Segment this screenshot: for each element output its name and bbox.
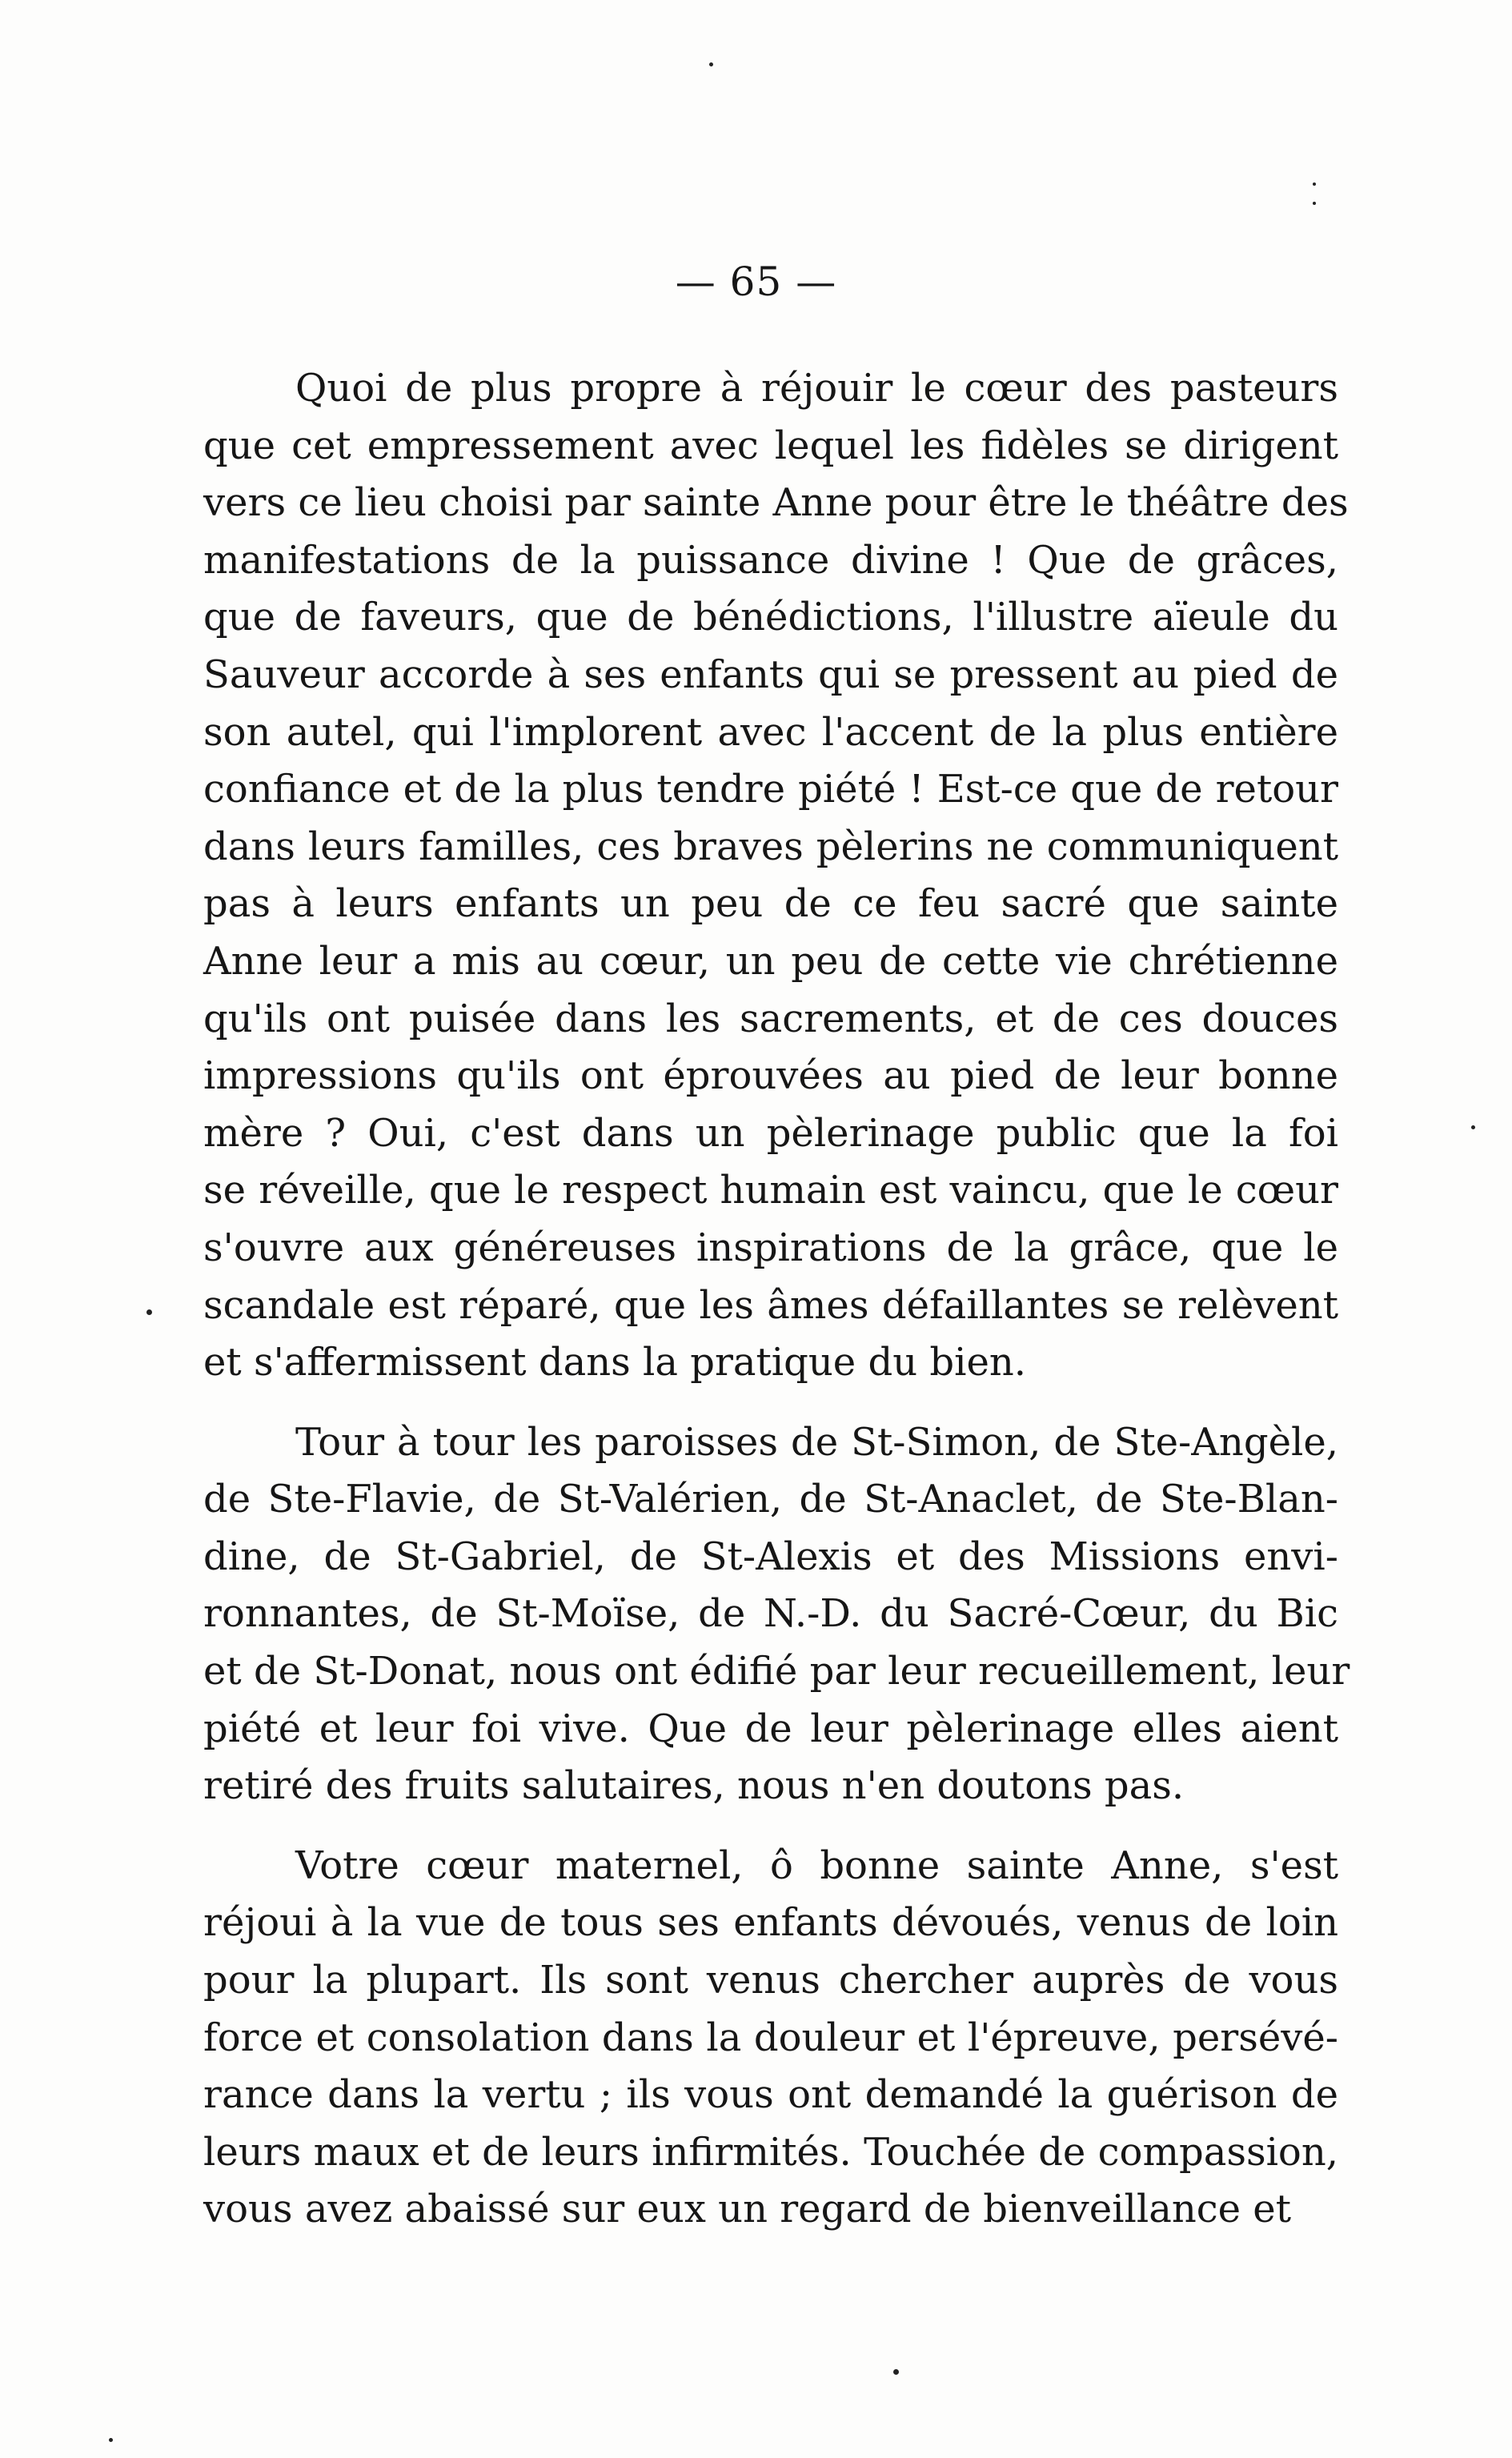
text-line: que de faveurs, que de bénédictions, l'illustre aïeule du <box>203 595 1338 640</box>
text-line: Tour à tour les paroisses de St-Simon, de Ste-Angèle, <box>295 1419 1338 1465</box>
page-number: — 65 — <box>675 259 837 305</box>
text-line: vous avez abaissé sur eux un regard de bienveillance et <box>203 2187 1291 2232</box>
text-line: dans leurs familles, ces braves pèlerins ne communiquent <box>203 824 1338 869</box>
body-text <box>203 360 1350 2239</box>
text-line: impressions qu'ils ont éprouvées au pied de leur bonne <box>203 1053 1338 1099</box>
text-line: ronnantes, de St-Moïse, de N.-D. du Sacré-Cœur, du Bic <box>203 1591 1338 1637</box>
text-line: dine, de St-Gabriel, de St-Alexis et des Missions envi- <box>203 1534 1338 1579</box>
scan-speck <box>893 2369 899 2375</box>
text-line: se réveille, que le respect humain est vaincu, que le cœur <box>203 1168 1338 1213</box>
text-line: son autel, qui l'implorent avec l'accent de la plus entière <box>203 709 1338 755</box>
text-line: confiance et de la plus tendre piété ! Est-ce que de retour <box>203 767 1338 812</box>
text-line: piété et leur foi vive. Que de leur pèlerinage elles aient <box>203 1706 1338 1751</box>
text-line: leurs maux et de leurs infirmités. Touchée de compassion, <box>203 2129 1338 2175</box>
text-line: Quoi de plus propre à réjouir le cœur des pasteurs <box>295 366 1338 411</box>
text-line: manifestations de la puissance divine ! Que de grâces, <box>203 537 1338 583</box>
paragraph-2 <box>203 1414 1350 1815</box>
scan-speck <box>1313 182 1316 186</box>
text-line: et de St-Donat, nous ont édifié par leur recueillement, leur <box>203 1649 1350 1694</box>
text-line: mère ? Oui, c'est dans un pèlerinage public que la foi <box>203 1110 1338 1156</box>
text-line: réjoui à la vue de tous ses enfants dévoués, venus de loin <box>203 1900 1338 1946</box>
scan-speck <box>709 62 713 66</box>
text-line: pas à leurs enfants un peu de ce feu sacré que sainte <box>203 881 1338 927</box>
text-line: retiré des fruits salutaires, nous n'en doutons pas. <box>203 1763 1185 1809</box>
scan-speck <box>1471 1125 1475 1129</box>
scan-speck <box>146 1309 152 1315</box>
paragraph-3 <box>203 1838 1338 2239</box>
scan-speck <box>109 2438 113 2442</box>
text-line: de Ste-Flavie, de St-Valérien, de St-Anaclet, de Ste-Blan- <box>203 1477 1338 1522</box>
text-line: Anne leur a mis au cœur, un peu de cette vie chrétienne <box>203 938 1338 984</box>
text-line: force et consolation dans la douleur et l'épreuve, persévé- <box>203 2015 1338 2060</box>
text-line: s'ouvre aux généreuses inspirations de la grâce, que le <box>203 1225 1338 1270</box>
text-line: qu'ils ont puisée dans les sacrements, et de ces douces <box>203 996 1338 1041</box>
text-line: vers ce lieu choisi par sainte Anne pour être le théâtre des <box>203 480 1349 526</box>
text-line: que cet empressement avec lequel les fidèles se dirigent <box>203 423 1338 468</box>
text-line: Sauveur accorde à ses enfants qui se pressent au pied de <box>203 652 1338 697</box>
text-line: et s'affermissent dans la pratique du bien. <box>203 1340 1027 1385</box>
text-line: Votre cœur maternel, ô bonne sainte Anne, s'est <box>295 1842 1338 1888</box>
text-line: pour la plupart. Ils sont venus chercher auprès de vous <box>203 1958 1338 2003</box>
scan-speck <box>1313 202 1316 205</box>
paragraph-1 <box>203 360 1349 1392</box>
text-line: scandale est réparé, que les âmes défaillantes se relèvent <box>203 1282 1338 1328</box>
text-line: rance dans la vertu ; ils vous ont demandé la guérison de <box>203 2072 1338 2118</box>
